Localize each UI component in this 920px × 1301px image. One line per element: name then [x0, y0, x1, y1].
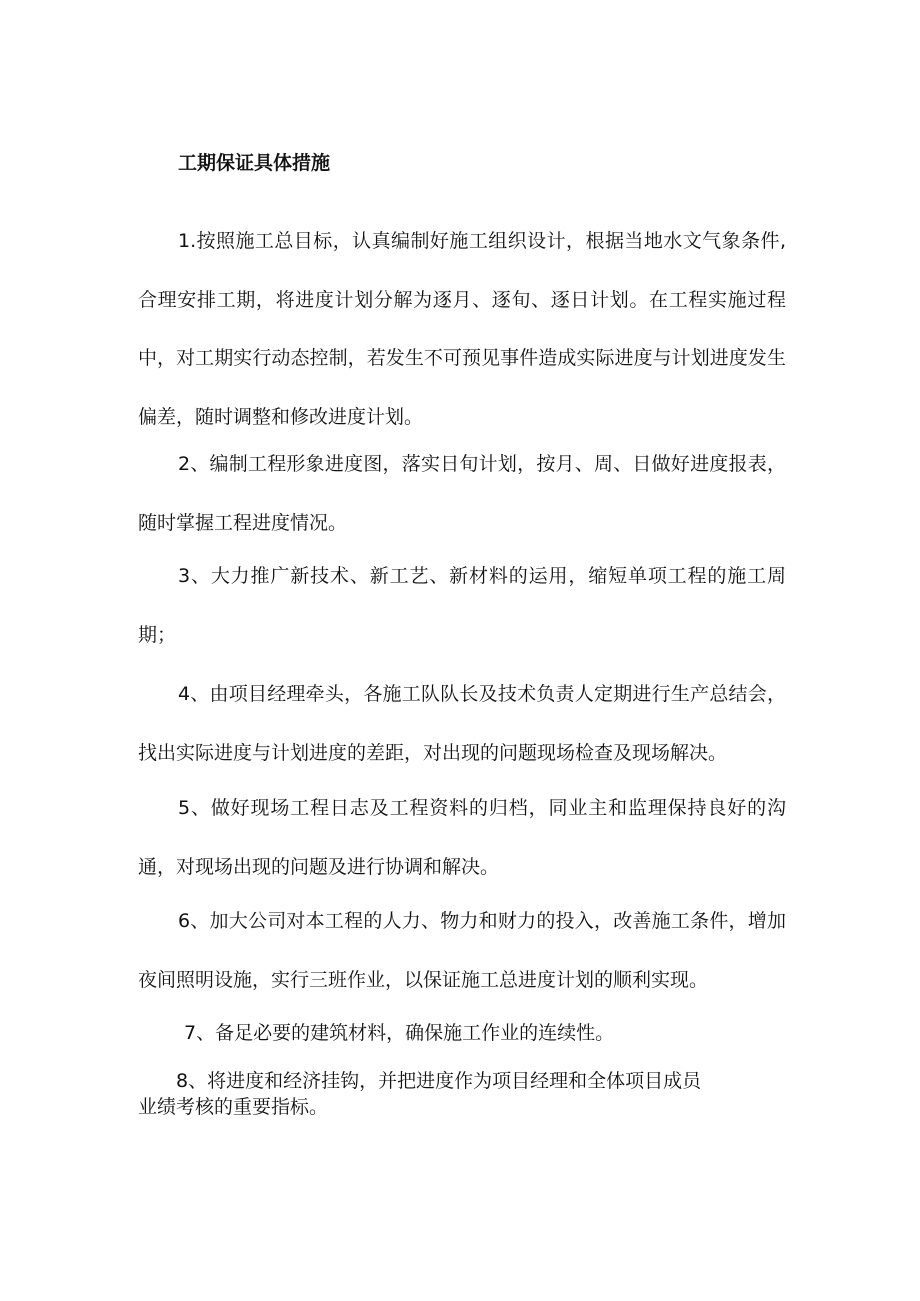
measure-paragraph-7: 7、备足必要的建筑材料，确保施工作业的连续性。 — [184, 1022, 615, 1044]
measure-paragraph-6: 6、加大公司对本工程的人力、物力和财力的投入，改善施工条件，增加夜间照明设施，实行三班作业，以保证施工总进度计划的顺利实现。 — [138, 910, 786, 991]
measure-paragraph-8 — [138, 1068, 786, 1120]
measure-paragraph-5: 5、做好现场工程日志及工程资料的归档，同业主和监理保持良好的沟通，对现场出现的问题及进行协调和解决。 — [138, 797, 786, 878]
measure-paragraph-2: 2、编制工程形象进度图，落实日旬计划，按月、周、日做好进度报表，随时掌握工程进度情况。 — [138, 453, 786, 534]
measure-paragraph-8-line-2: 业绩考核的重要指标。 — [138, 1096, 329, 1118]
measure-paragraph-8-line-1: 8、将进度和经济挂钩，并把进度作为项目经理和全体项目成员 — [176, 1070, 702, 1092]
measure-paragraph-3: 3、大力推广新技术、新工艺、新材料的运用，缩短单项工程的施工周期； — [138, 565, 786, 646]
document-title: 工期保证具体措施 — [178, 152, 331, 174]
measure-paragraph-1: 1.按照施工总目标，认真编制好施工组织设计，根据当地水文气象条件,合理安排工期，将进度计划分解为逐月、逐旬、逐日计划。在工程实施过程中，对工期实行动态控制，若发生不可预见事件造成实际进度与计划进度发生偏差，随时调整和修改进度计划。 — [138, 230, 786, 428]
measure-paragraph-4: 4、由项目经理牵头，各施工队队长及技术负责人定期进行生产总结会，找出实际进度与计划进度的差距，对出现的问题现场检查及现场解决。 — [138, 683, 786, 764]
